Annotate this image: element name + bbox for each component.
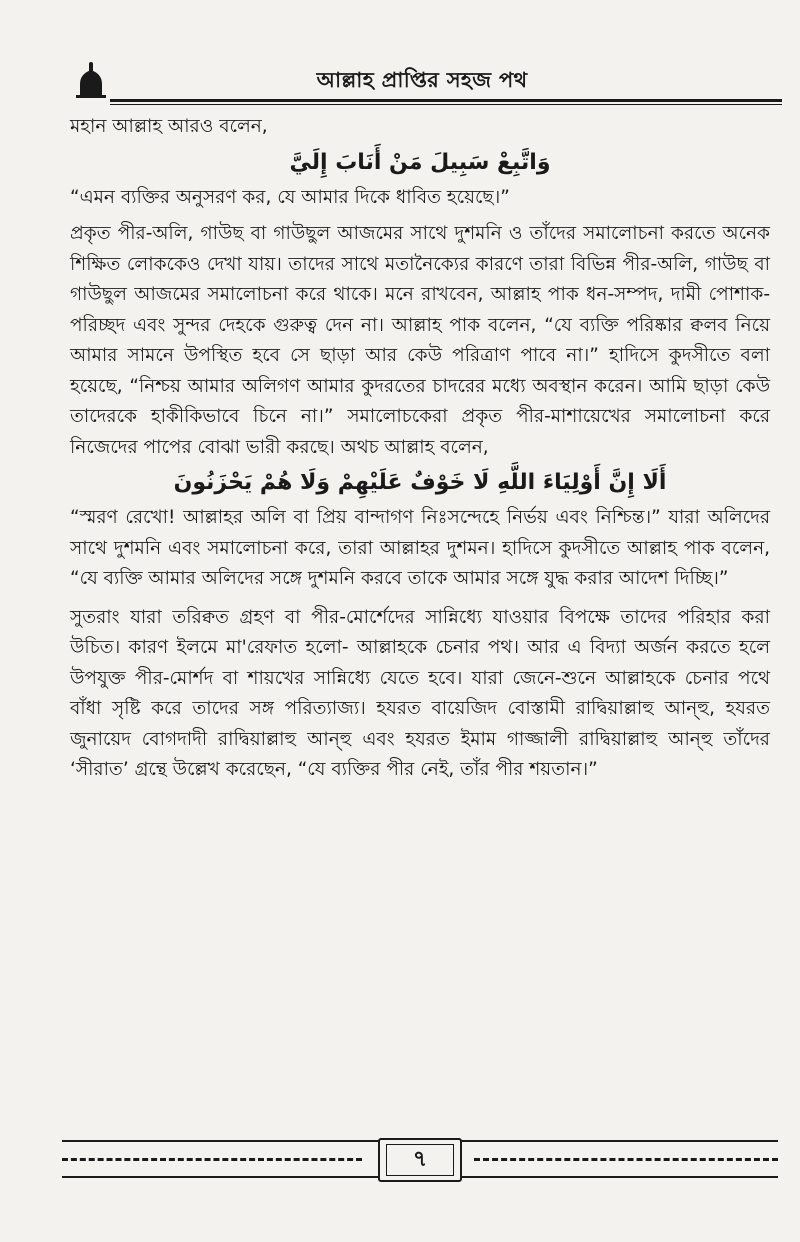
paragraph-2: “স্মরণ রেখো! আল্লাহর অলি বা প্রিয় বান্দাগণ নিঃসন্দেহে নির্ভয় এবং নিশ্চিন্ত।” যারা অলিদের সাথে দুশমনি এবং সমালোচনা করে, তারা আল্লাহর দুশমন। হাদিসে কুদসীতে আল্লাহ পাক বলেন, “যে ব্যক্তি আমার অলিদের সঙ্গে দুশমনি করবে তাকে আমার সঙ্গে যুদ্ধ করার আদেশ দিচ্ছি।” <box>70 507 770 589</box>
footer-dashes-left <box>62 1158 362 1161</box>
header-rule-thin <box>110 104 782 105</box>
page-content <box>70 112 770 786</box>
paragraph-3: সুতরাং যারা তরিক্বত গ্রহণ বা পীর-মোর্শেদের সান্নিধ্যে যাওয়ার বিপক্ষে তাদের পরিহার করা উচিত। কারণ ইলমে মা'রেফাত হলো- আল্লাহকে চেনার পথ। আর এ বিদ্যা অর্জন করতে হলে উপযুক্ত পীর-মোর্শদ বা শায়খের সান্নিধ্যে যেতে হবে। যারা জেনে-শুনে আল্লাহকে চেনার পথে বাঁধা সৃষ্টি করে তাদের সঙ্গ পরিত্যাজ্য। হযরত বায়েজিদ বোস্তামী রাদ্বিয়াল্লাহু আন্হু, হযরত জুনায়েদ বোগদাদী রাদ্বিয়াল্লাহু আন্হু এবং হযরত ইমাম গাজ্জালী রাদ্বিয়াল্লাহু আন্হু তাঁদের ‘সীরাত’ গ্রন্থে উল্লেখ করেছেন, “যে ব্যক্তির পীর নেই, তাঁর পীর শয়তান।” <box>70 606 770 780</box>
page-number-box <box>378 1138 462 1182</box>
header-rule <box>110 99 782 102</box>
page-footer <box>62 1132 778 1192</box>
page-number: ৭ <box>412 1146 428 1172</box>
page-header <box>62 58 782 108</box>
footer-dashes-right <box>474 1158 778 1161</box>
paragraph-1: প্রকৃত পীর-অলি, গাউছ বা গাউছুল আজমের সাথে দুশমনি ও তাঁদের সমালোচনা করতে অনেক শিক্ষিত লোককেও দেখা যায়। তাদের সাথে মতানৈক্যের কারণে তারা বিভিন্ন পীর-অলি, গাউছ বা গাউছুল আজমের সমালোচনা করে থাকে। মনে রাখবেন, আল্লাহ পাক ধন-সম্পদ, দামী পোশাক-পরিচ্ছদ এবং সুন্দর দেহকে গুরুত্ব দেন না। আল্লাহ পাক বলেন, “যে ব্যক্তি পরিষ্কার ক্বলব নিয়ে আমার সামনে উপস্থিত হবে সে ছাড়া আর কেউ পরিত্রাণ পাবে না।” হাদিসে কুদসীতে বলা হয়েছে, “নিশ্চয় আমার অলিগণ আমার কুদরতের চাদরের মধ্যে অবস্থান করেন। আমি ছাড়া কেউ তাদেরকে হাকীকিভাবে চিনে না।” সমালোচকেরা প্রকৃত পীর-মাশায়েখের সমালোচনা করে নিজেদের পাপের বোঝা ভারী করছে। অথচ আল্লাহ বলেন, <box>70 223 770 458</box>
book-title: আল্লাহ প্রাপ্তির সহজ পথ <box>316 68 528 92</box>
arabic-verse-1: وَاتَّبِعْ سَبِيلَ مَنْ أَنَابَ إِلَيَّ <box>289 149 551 175</box>
verse-translation-1: “এমন ব্যক্তির অনুসরণ কর, যে আমার দিকে ধাবিত হয়েছে।” <box>70 186 510 208</box>
intro-line: মহান আল্লাহ আরও বলেন, <box>70 116 268 137</box>
arabic-verse-2: أَلَا إِنَّ أَوْلِيَاءَ اللَّهِ لَا خَوْفٌ عَلَيْهِمْ وَلَا هُمْ يَحْزَنُونَ <box>173 470 667 495</box>
